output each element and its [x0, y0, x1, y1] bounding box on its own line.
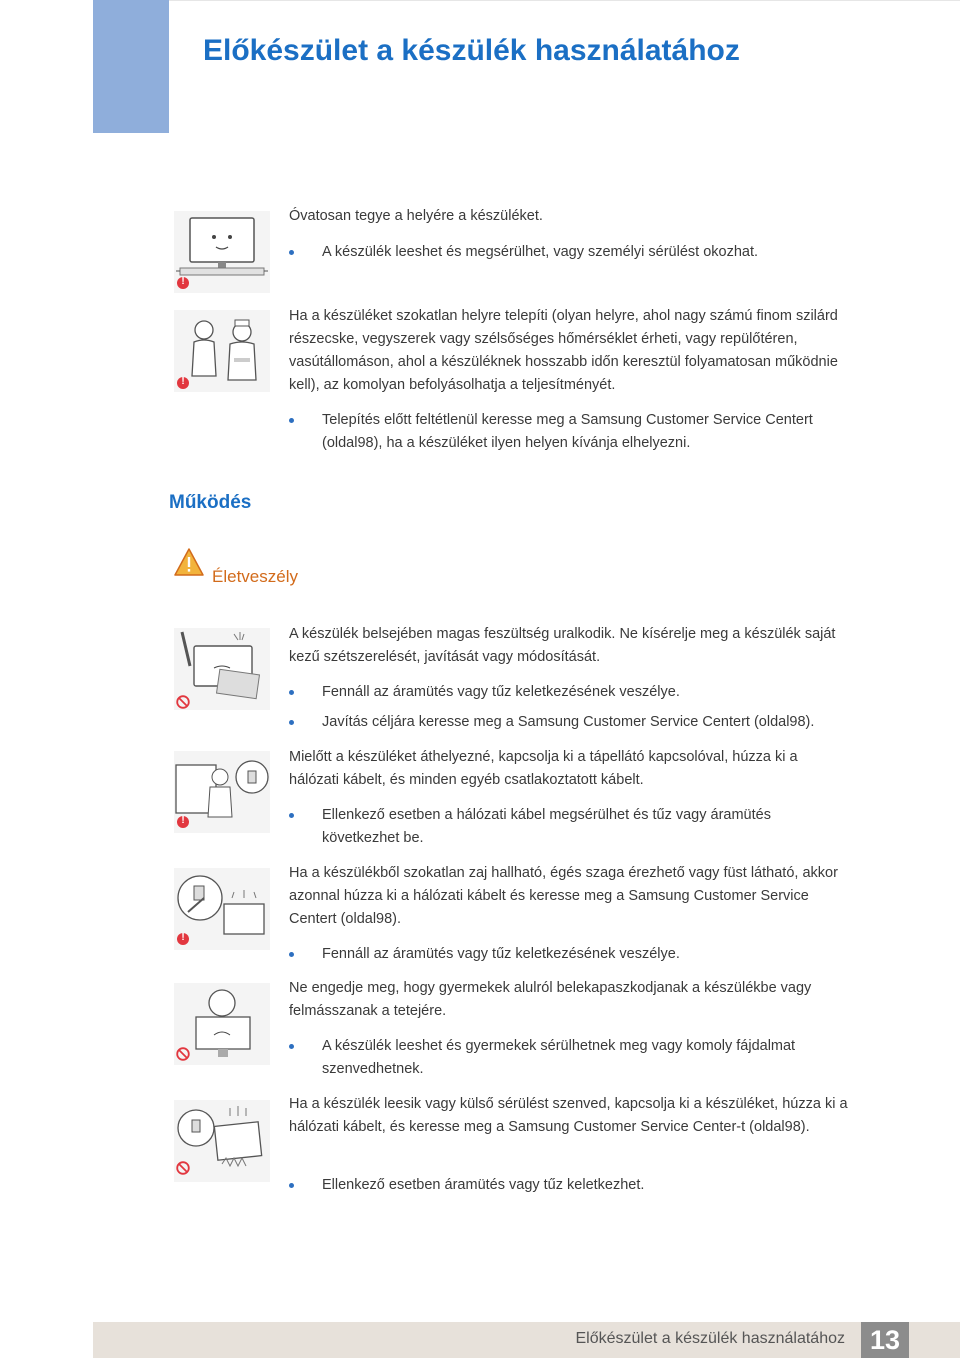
op-block-1-bullet-2: [289, 711, 849, 734]
op-block-5-text: Ha a készülék leesik vagy külső sérülést szenved, kapcsolja ki a készüléket, húzza ki a hálózati kábelt, és keresse meg a Samsung Customer Service Center-t (oldal98).: [289, 1096, 848, 1135]
bullet-dot: [289, 813, 294, 818]
bullet-text: A készülék leeshet és gyermekek sérülhetnek meg vagy komoly fájdalmat szenvedhetnek.: [322, 1038, 796, 1077]
caution-icon: !: [177, 933, 189, 945]
bullet-text: Javítás céljára keresse meg a Samsung Customer Service Centert (oldal98).: [322, 714, 815, 730]
caution-icon: !: [177, 377, 189, 389]
prohibited-icon: [176, 1161, 190, 1175]
op-block-5-bullet-1: [289, 1174, 849, 1197]
chapter-tab: [93, 0, 169, 133]
bullet-text: Ellenkező esetben a hálózati kábel megsérülhet és tűz vagy áramütés következhet be.: [322, 807, 771, 846]
footer-title: Előkészület a készülék használatához: [575, 1330, 845, 1347]
prohibited-icon: [176, 695, 190, 709]
op-block-3-text: Ha a készülékből szokatlan zaj hallható, égés szaga érezhető vagy füst látható, akkor azonnal húzza ki a hálózati kábelt és keresse meg a Samsung Customer Service Centert (oldal98).: [289, 865, 838, 927]
bullet-text: Telepítés előtt feltétlenül keresse meg a Samsung Customer Service Centert (oldal98), ha a készüléket ilyen helyen kívánja elhelyezni.: [322, 412, 813, 451]
op-block-2-bullet-1: [289, 804, 849, 850]
bullet-dot: [289, 720, 294, 725]
op-block-2-text: Mielőtt a készüléket áthelyezné, kapcsolja ki a tápellátó kapcsolóval, húzza ki a hálózati kábelt, és minden egyéb csatlakoztatott kábelt.: [289, 749, 798, 788]
warning-label: Életveszély: [212, 567, 298, 586]
page-number-box: [861, 1322, 909, 1358]
op-block-4-bullet-1: [289, 1035, 849, 1081]
page-title: Előkészület a készülék használatához: [203, 34, 740, 67]
bullet-text: Ellenkező esetben áramütés vagy tűz keletkezhet.: [322, 1177, 645, 1193]
caution-icon: !: [177, 816, 189, 828]
warning-triangle-icon: [173, 547, 205, 577]
block-2-text: Ha a készüléket szokatlan helyre telepíti (olyan helyre, ahol nagy számú finom szilárd részecske, vegyszerek vagy szélsőséges hőmérséklet érheti, vagy repülőtéren, vasútállomáson, ahol a készüléknek hosszabb időn keresztül folyamatosan működnie kell), az komolyan befolyásolhatja a teljesítményét.: [289, 308, 838, 393]
bullet-dot: [289, 1183, 294, 1188]
bullet-text: A készülék leeshet és megsérülhet, vagy személyi sérülést okozhat.: [322, 244, 759, 260]
top-rule: [169, 0, 960, 1]
block-2-bullet-1: [289, 409, 849, 455]
bullet-text: Fennáll az áramütés vagy tűz keletkezésének veszélye.: [322, 946, 680, 962]
footer-bar: [93, 1322, 960, 1358]
bullet-dot: [289, 1044, 294, 1049]
bullet-dot: [289, 952, 294, 957]
op-block-4-text: Ne engedje meg, hogy gyermekek alulról belekapaszkodjanak a készülékbe vagy felmásszanak a tetejére.: [289, 980, 812, 1019]
bullet-text: Fennáll az áramütés vagy tűz keletkezésének veszélye.: [322, 684, 680, 700]
section-title: Működés: [169, 492, 252, 513]
block-1-text: Óvatosan tegye a helyére a készüléket.: [289, 208, 543, 224]
op-block-1-bullet-1: [289, 681, 849, 704]
block-1-bullet-1: [289, 241, 849, 264]
caution-icon: !: [177, 277, 189, 289]
warning-heading: [173, 547, 313, 586]
bullet-dot: [289, 690, 294, 695]
op-block-1-text: A készülék belsejében magas feszültség uralkodik. Ne kísérelje meg a készülék saját kezű szétszerelését, javítását vagy módosítását.: [289, 626, 836, 665]
op-block-3-bullet-1: [289, 943, 849, 966]
prohibited-icon: [176, 1047, 190, 1061]
bullet-dot: [289, 250, 294, 255]
bullet-dot: [289, 418, 294, 423]
page-number: 13: [869, 1325, 901, 1355]
